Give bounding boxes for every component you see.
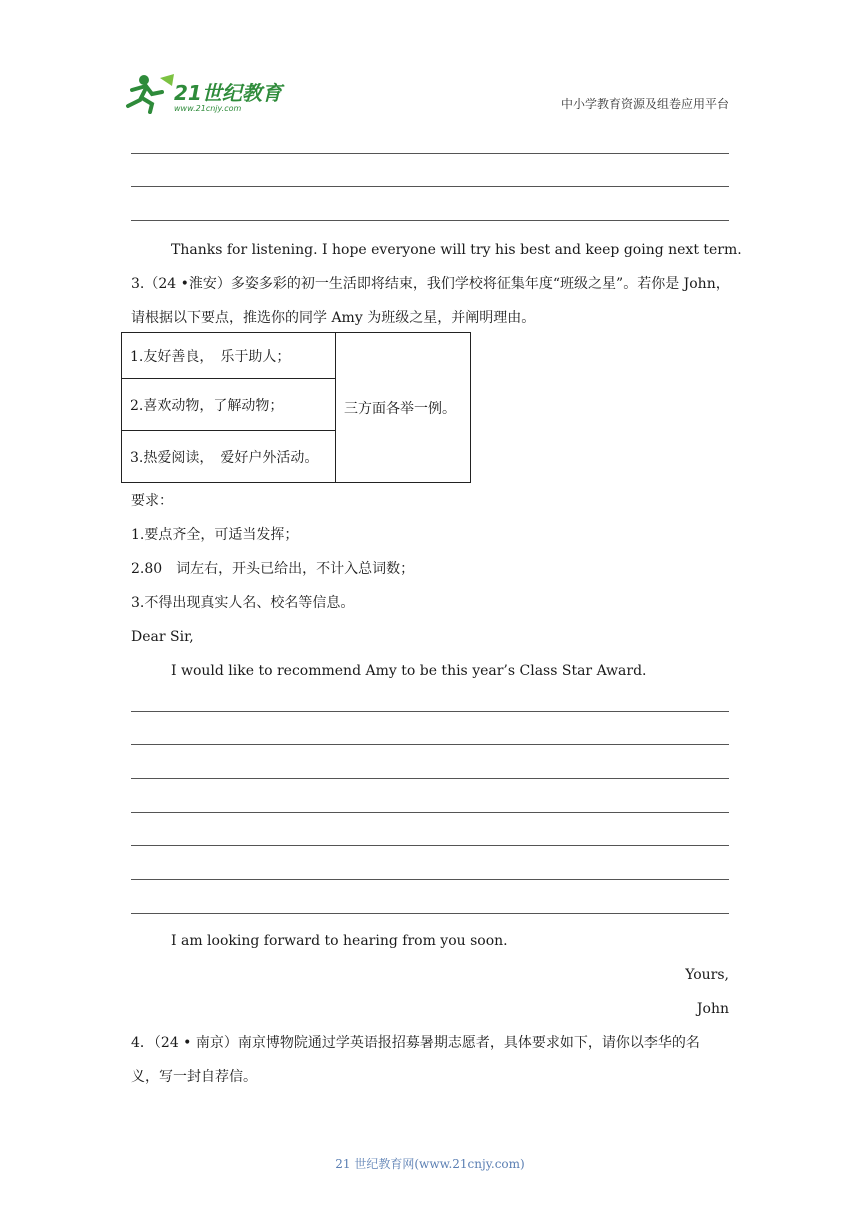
footer-site[interactable]: 21 世纪教育网(www.21cnjy.com) — [335, 1157, 525, 1171]
q4-prompt-line2: 义，写一封自荐信。 — [131, 1069, 257, 1085]
logo-url: www.21cnjy.com — [174, 104, 242, 113]
answer-line — [131, 778, 729, 779]
runner-icon — [128, 74, 174, 112]
requirement-item: 3.不得出现真实人名、校名等信息。 — [131, 595, 355, 611]
logo-text: 21世纪教育 — [174, 81, 282, 105]
points-table — [121, 332, 471, 483]
requirements-title: 要求： — [131, 493, 173, 509]
point-cell: 1.友好善良， 乐于助人； — [122, 333, 336, 379]
answer-line — [131, 913, 729, 914]
site-logo — [122, 70, 292, 116]
requirement-item: 1.要点齐全，可适当发挥； — [131, 527, 299, 543]
letter-opening: I would like to recommend Amy to be this year’s Class Star Award. — [171, 663, 647, 679]
answer-line — [131, 186, 729, 187]
letter-signoff: Yours, — [685, 967, 729, 983]
letter-signature: John — [696, 1001, 729, 1017]
answer-line — [131, 744, 729, 745]
point-cell: 2.喜欢动物，了解动物； — [122, 379, 336, 431]
q4-prompt-line1: 4．（24 • 南京）南京博物院通过学英语报招募暑期志愿者，具体要求如下，请你以李华的名 — [131, 1035, 700, 1051]
answer-line — [131, 879, 729, 880]
requirement-item: 2.80 词左右，开头已给出，不计入总词数； — [131, 561, 415, 577]
q3-prompt-line1: 3.（24 •淮安）多姿多彩的初一生活即将结束，我们学校将征集年度“班级之星”。若你是 John， — [131, 276, 730, 292]
q2-closing-line: Thanks for listening. I hope everyone will try his best and keep going next term. — [171, 242, 742, 258]
answer-line — [131, 153, 729, 154]
point-cell: 3.热爱阅读， 爱好户外活动。 — [122, 431, 336, 483]
answer-line — [131, 812, 729, 813]
letter-closing: I am looking forward to hearing from you soon. — [171, 933, 508, 949]
answer-line — [131, 220, 729, 221]
salutation: Dear Sir, — [131, 629, 194, 645]
platform-name: 中小学教育资源及组卷应用平台 — [560, 97, 729, 111]
points-note: 三方面各举一例。 — [336, 333, 471, 483]
answer-line — [131, 711, 729, 712]
answer-line — [131, 845, 729, 846]
q3-prompt-line2: 请根据以下要点，推选你的同学 Amy 为班级之星，并阐明理由。 — [131, 310, 536, 326]
